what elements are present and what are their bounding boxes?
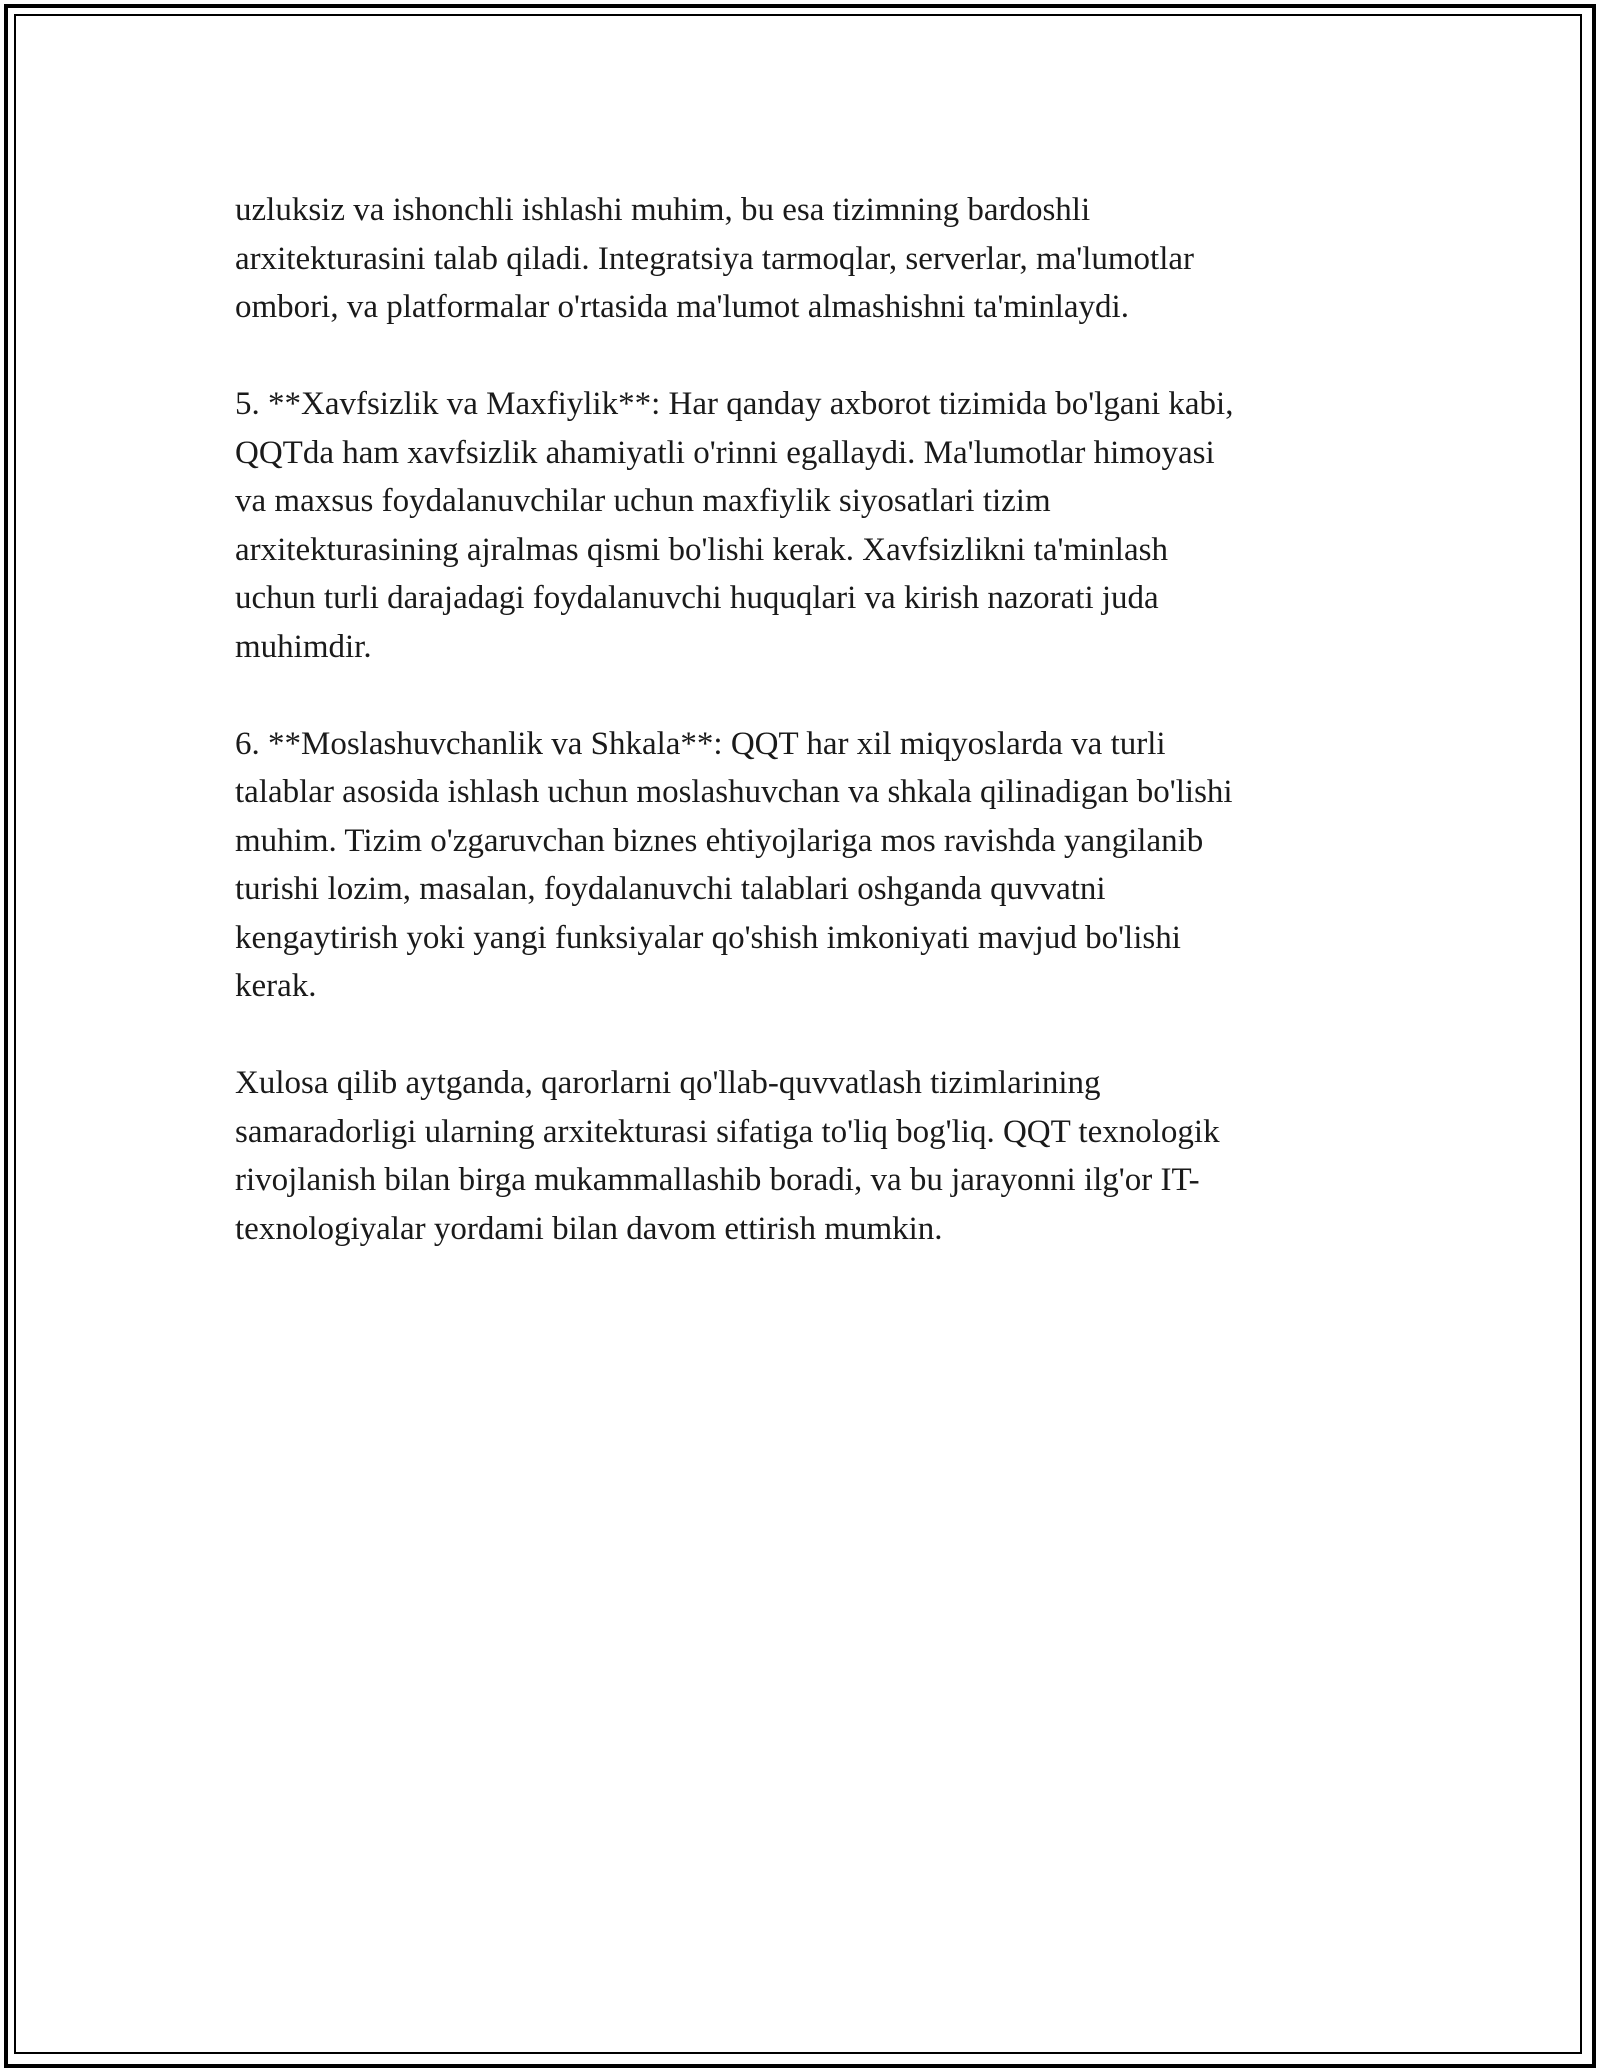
paragraph-integration: uzluksiz va ishonchli ishlashi muhim, bu esa tizimning bardoshli arxitekturasini talab qiladi. Integratsiya tarmoqlar, serverlar, ma'lumotlar ombori, va platformalar o'rtasida ma'lumot almashishni ta'minlaydi. bbox=[235, 192, 1195, 325]
paragraph-security: 5. **Xavfsizlik va Maxfiylik**: Har qanday axborot tizimida bo'lgani kabi, QQTda ham xavfsizlik ahamiyatli o'rinni egallaydi. Ma'lumotlar himoyasi va maxsus foydalanuvchilar uchun maxfiylik siyosatlari tizim arxitekturasining ajralmas qismi bo'lishi kerak. Xavfsizlikni ta'minlash uchun turli darajadagi foydalanuvchi huquqlari va kirish nazorati juda muhimdir. bbox=[235, 386, 1234, 665]
document-body bbox=[235, 186, 1365, 1302]
paragraph-conclusion: Xulosa qilib aytganda, qarorlarni qo'llab-quvvatlash tizimlarining samaradorligi ularning arxitekturasi sifatiga to'liq bog'liq. QQT texnologik rivojlanish bilan birga mukammallashib boradi, va bu jarayonni ilg'or IT- texnologiyalar yordami bilan davom ettirish mumkin. bbox=[235, 1065, 1220, 1247]
paragraph-flexibility: 6. **Moslashuvchanlik va Shkala**: QQT har xil miqyoslarda va turli talablar asosida ishlash uchun moslashuvchan va shkala qilinadigan bo'lishi muhim. Tizim o'zgaruvchan biznes ehtiyojlariga mos ravishda yangilanib turishi lozim, masalan, foydalanuvchi talablari oshganda quvvatni kengaytirish yoki yangi funksiyalar qo'shish imkoniyati mavjud bo'lishi kerak. bbox=[235, 725, 1233, 1004]
